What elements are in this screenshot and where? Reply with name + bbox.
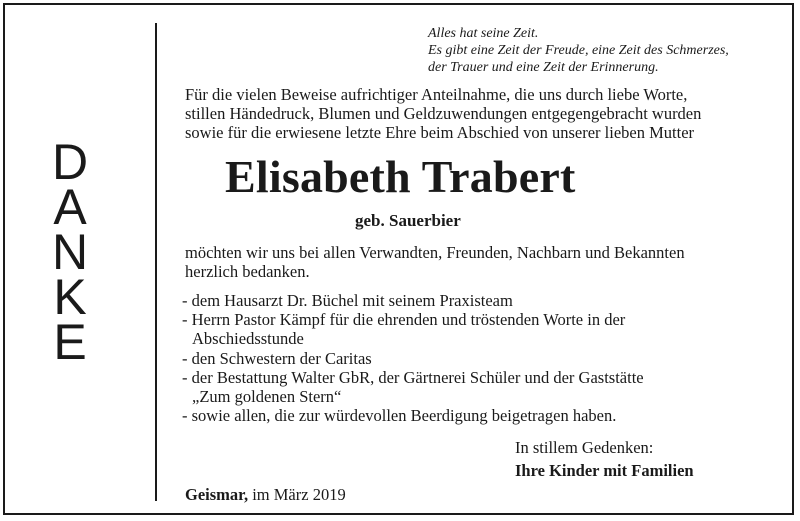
date-text: im März 2019 [252, 485, 346, 504]
motto-line: Alles hat seine Zeit. [428, 26, 539, 41]
list-item-text: - Herrn Pastor Kämpf für die ehrenden und tröstenden Worte in der [182, 310, 626, 330]
list-item [182, 368, 644, 406]
list-item-continuation: Abschiedsstunde [192, 329, 304, 349]
vertical-divider [155, 23, 157, 501]
danke-letter: E [53, 314, 87, 370]
list-item [182, 291, 644, 310]
list-item-text: - der Bestattung Walter GbR, der Gärtnerei Schüler und der Gaststätte [182, 367, 644, 387]
list-item [182, 349, 644, 368]
intro-text [185, 85, 701, 142]
intro-line: stillen Händedruck, Blumen und Geldzuwendungen entgegengebracht wurden [185, 104, 702, 123]
list-item-text: - dem Hausarzt Dr. Büchel mit seinem Praxisteam [182, 291, 513, 310]
motto-line: der Trauer und eine Zeit der Erinnerung. [428, 60, 659, 75]
place-name: Geismar, [185, 485, 249, 504]
thanks-line: möchten wir uns bei allen Verwandten, Freunden, Nachbarn und Bekannten [185, 243, 685, 262]
danke-letter: A [53, 179, 87, 235]
list-item [182, 310, 644, 348]
deceased-name: Elisabeth Trabert [225, 151, 576, 202]
list-item [182, 406, 644, 425]
list-item-text: - sowie allen, die zur würdevollen Beerdigung beigetragen haben. [182, 406, 617, 426]
notice-frame [3, 3, 794, 515]
list-item-text: - den Schwestern der Caritas [182, 348, 372, 368]
thanks-list [182, 291, 644, 425]
motto-line: Es gibt eine Zeit der Freude, eine Zeit des Schmerzes, [428, 43, 729, 58]
closing-phrase: In stillem Gedenken: [515, 438, 654, 457]
danke-letter: D [51, 134, 89, 190]
danke-letter: N [51, 224, 89, 280]
thanks-line: herzlich bedanken. [185, 262, 310, 281]
signature: Ihre Kinder mit Familien [515, 461, 694, 480]
thanks-text [185, 243, 685, 281]
motto-quote [428, 25, 729, 76]
intro-line: sowie für die erwiesene letzte Ehre beim Abschied von unserer lieben Mutter [185, 123, 695, 142]
danke-heading [45, 134, 95, 370]
list-item-continuation: „Zum goldenen Stern“ [192, 387, 342, 407]
intro-line: Für die vielen Beweise aufrichtiger Anteilnahme, die uns durch liebe Worte, [185, 85, 688, 104]
birth-name: geb. Sauerbier [355, 211, 461, 230]
danke-letter: K [53, 269, 87, 325]
place-date [185, 485, 346, 505]
